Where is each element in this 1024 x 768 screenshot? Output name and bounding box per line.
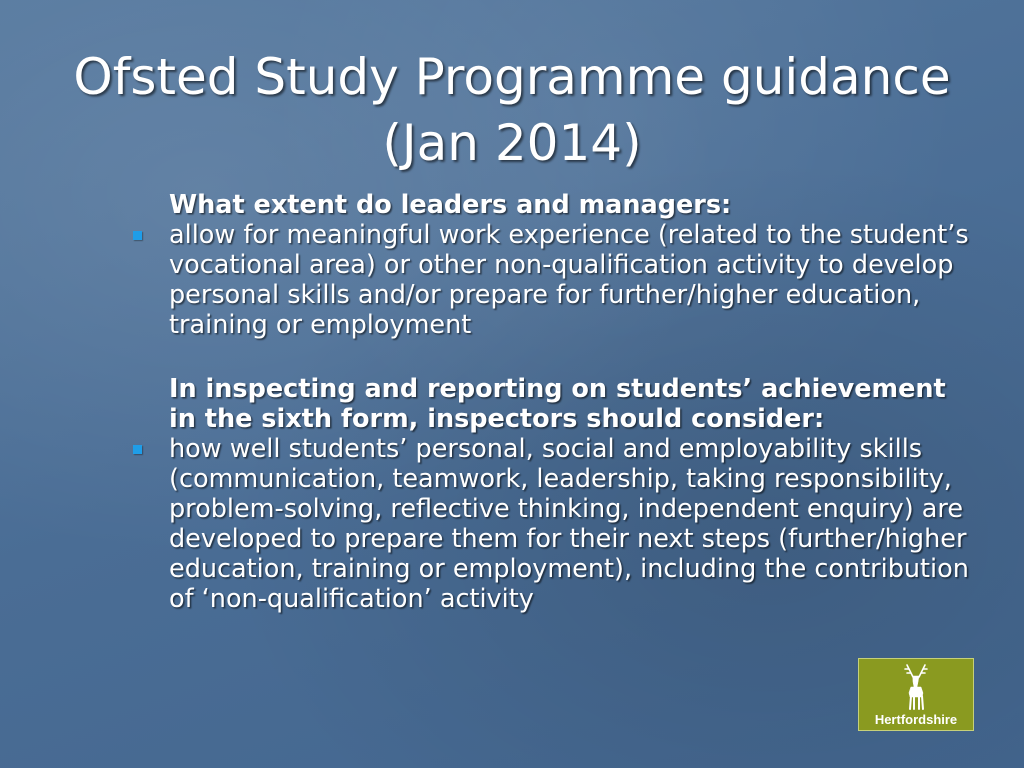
hertfordshire-logo — [858, 658, 974, 731]
square-bullet-icon — [133, 231, 142, 240]
section-1-heading: What extent do leaders and managers: — [169, 190, 732, 220]
bullet-item-1 — [130, 220, 970, 340]
square-bullet-icon — [133, 445, 142, 454]
bullet-item-2 — [130, 434, 970, 614]
bullet-text-2: how well students’ personal, social and employability skills (communication, teamwork, leadership, taking responsibility, problem-solving, reflective thinking, independent enquiry) are developed to prepare them for their next steps (further/higher education, training or employment), including the contribution of ‘non-qualification’ activity — [169, 434, 969, 614]
slide-body — [130, 190, 970, 614]
slide-title — [40, 44, 984, 176]
stag-icon — [899, 663, 935, 711]
title-line-1: Ofsted Study Programme guidance — [73, 48, 951, 106]
logo-text: Hertfordshire — [874, 712, 958, 727]
section-2-heading: In inspecting and reporting on students’ achievement in the sixth form, inspectors should consider: — [169, 374, 946, 434]
bullet-text-1: allow for meaningful work experience (related to the student’s vocational area) or other non-qualification activity to develop personal skills and/or prepare for further/higher education, training or employment — [169, 220, 969, 340]
title-line-2: (Jan 2014) — [382, 114, 642, 172]
